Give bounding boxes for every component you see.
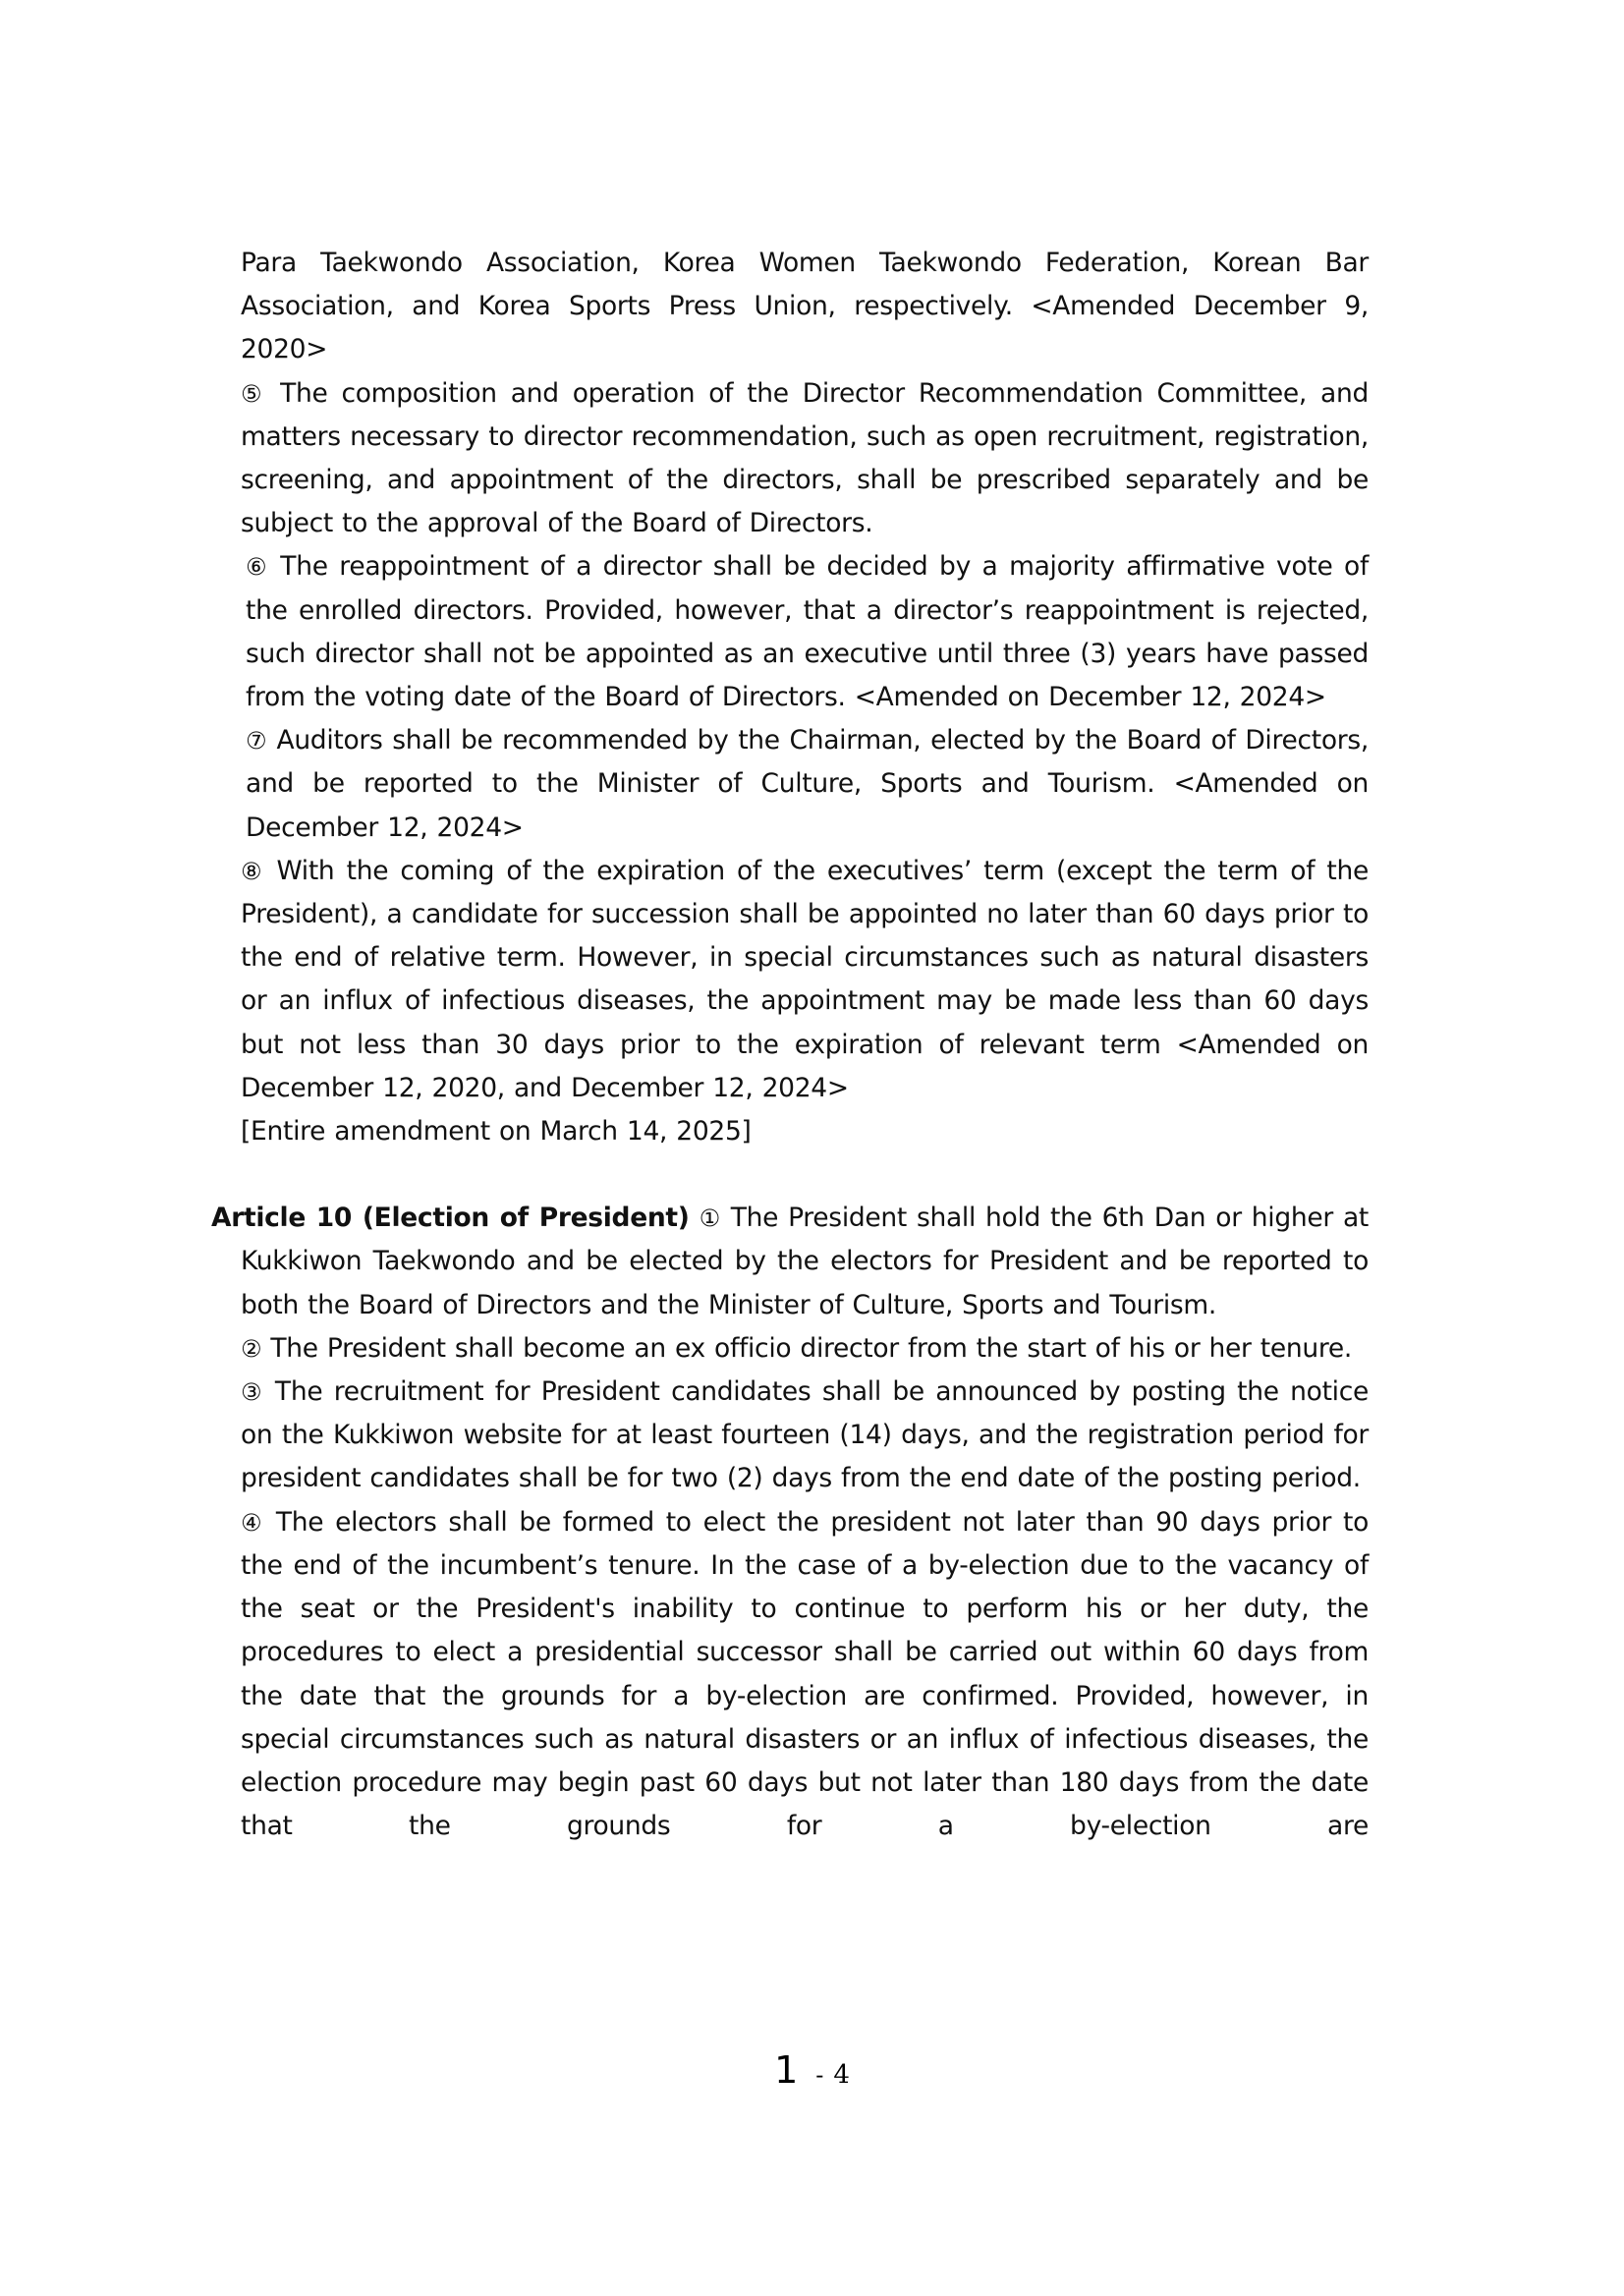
entire-amendment-note (241, 1110, 1369, 1153)
clause-text: The recruitment for President candidates shall be announced by posting the notice on the Kukkiwon website for at least fourteen (14) days, and the registration period for president candidates shall be for two (2) days from the end date of the posting period. (241, 1376, 1369, 1494)
clause-number: ② (241, 1334, 262, 1363)
clause-number: ① (699, 1204, 721, 1233)
clause-number: ⑥ (246, 553, 269, 582)
clause-text: The President shall hold the 6th Dan or higher at Kukkiwon Taekwondo and be elected by the electors for President and be reported to both the Board of Directors and the Minister of Culture, Sports and Tourism. (241, 1203, 1370, 1320)
paragraph-text: Para Taekwondo Association, Korea Women Taekwondo Federation, Korean Bar Association, and Korea Sports Press Union, respectively. <Amended December 9, 2020> (241, 248, 1369, 365)
article-title: Article 10 (Election of President) (211, 1203, 690, 1234)
article-10-clause-1 (211, 1197, 1369, 1327)
clause-text: The President shall become an ex officio director from the start of his or her tenure. (261, 1332, 1353, 1364)
clause-number: ③ (241, 1378, 264, 1407)
clause-number: ④ (241, 1508, 264, 1537)
clause-5 (241, 372, 1369, 546)
clause-text: Auditors shall be recommended by the Chairman, elected by the Board of Directors, and be reported to the Minister of Culture, Sports and Tourism. <Amended on December 12, 2024> (246, 725, 1370, 843)
article-10-clause-2 (241, 1327, 1369, 1371)
clause-number: ⑦ (246, 727, 267, 756)
article-10-clause-3 (241, 1371, 1369, 1501)
clause-text: The composition and operation of the Director Recommendation Committee, and matters necessary to director recommendation, such as open recruitment, registration, screening, and appointment of the directors, shall be prescribed separately and be subject to the approval of the Board of Directors. (241, 377, 1370, 539)
paragraph-continuation (241, 242, 1369, 372)
page-content (211, 242, 1370, 1848)
clause-6 (241, 545, 1369, 719)
clause-text: The electors shall be formed to elect the president not later than 90 days prior to the end of the incumbent’s tenure. In the case of a by-election due to the vacancy of the seat or the President's inability to continue to perform his or her duty, the procedures to elect a presidential successor shall be carried out within 60 days from the date that the grounds for a by-election are confirmed. Provided, however, in special circumstances such as natural disasters or an influx of infectious diseases, the election procedure may begin past 60 days but not later than 180 days from the date that the grounds for a by-election are (241, 1506, 1370, 1842)
clause-text: The reappointment of a director shall be decided by a majority affirmative vote of the enrolled directors. Provided, however, that a director’s reappointment is rejected, such director shall not be appointed as an executive until three (3) years have passed from the voting date of the Board of Directors. <Amended on December 12, 2024> (246, 551, 1369, 713)
page-number-sub: 4 (833, 2060, 850, 2090)
page-number-separator: - (815, 2061, 824, 2089)
article-10-clause-4 (241, 1501, 1369, 1849)
clause-8 (241, 850, 1369, 1110)
clause-number: ⑤ (241, 379, 267, 408)
amendment-text: [Entire amendment on March 14, 2025] (241, 1116, 752, 1148)
clause-number: ⑧ (241, 857, 265, 885)
page-number-main: 1 (774, 2048, 799, 2092)
page-number (0, 2048, 1624, 2092)
section-gap (241, 1153, 1369, 1197)
clause-text: With the coming of the expiration of the executives’ term (except the term of the President), a candidate for succession shall be appointed no later than 60 days prior to the end of relative term. However, in special circumstances such as natural disasters or an influx of infectious diseases, the appointment may be made less than 60 days but not less than 30 days prior to the expiration of relevant term <Amended on December 12, 2020, and December 12, 2024> (241, 855, 1370, 1103)
clause-7 (241, 719, 1369, 850)
